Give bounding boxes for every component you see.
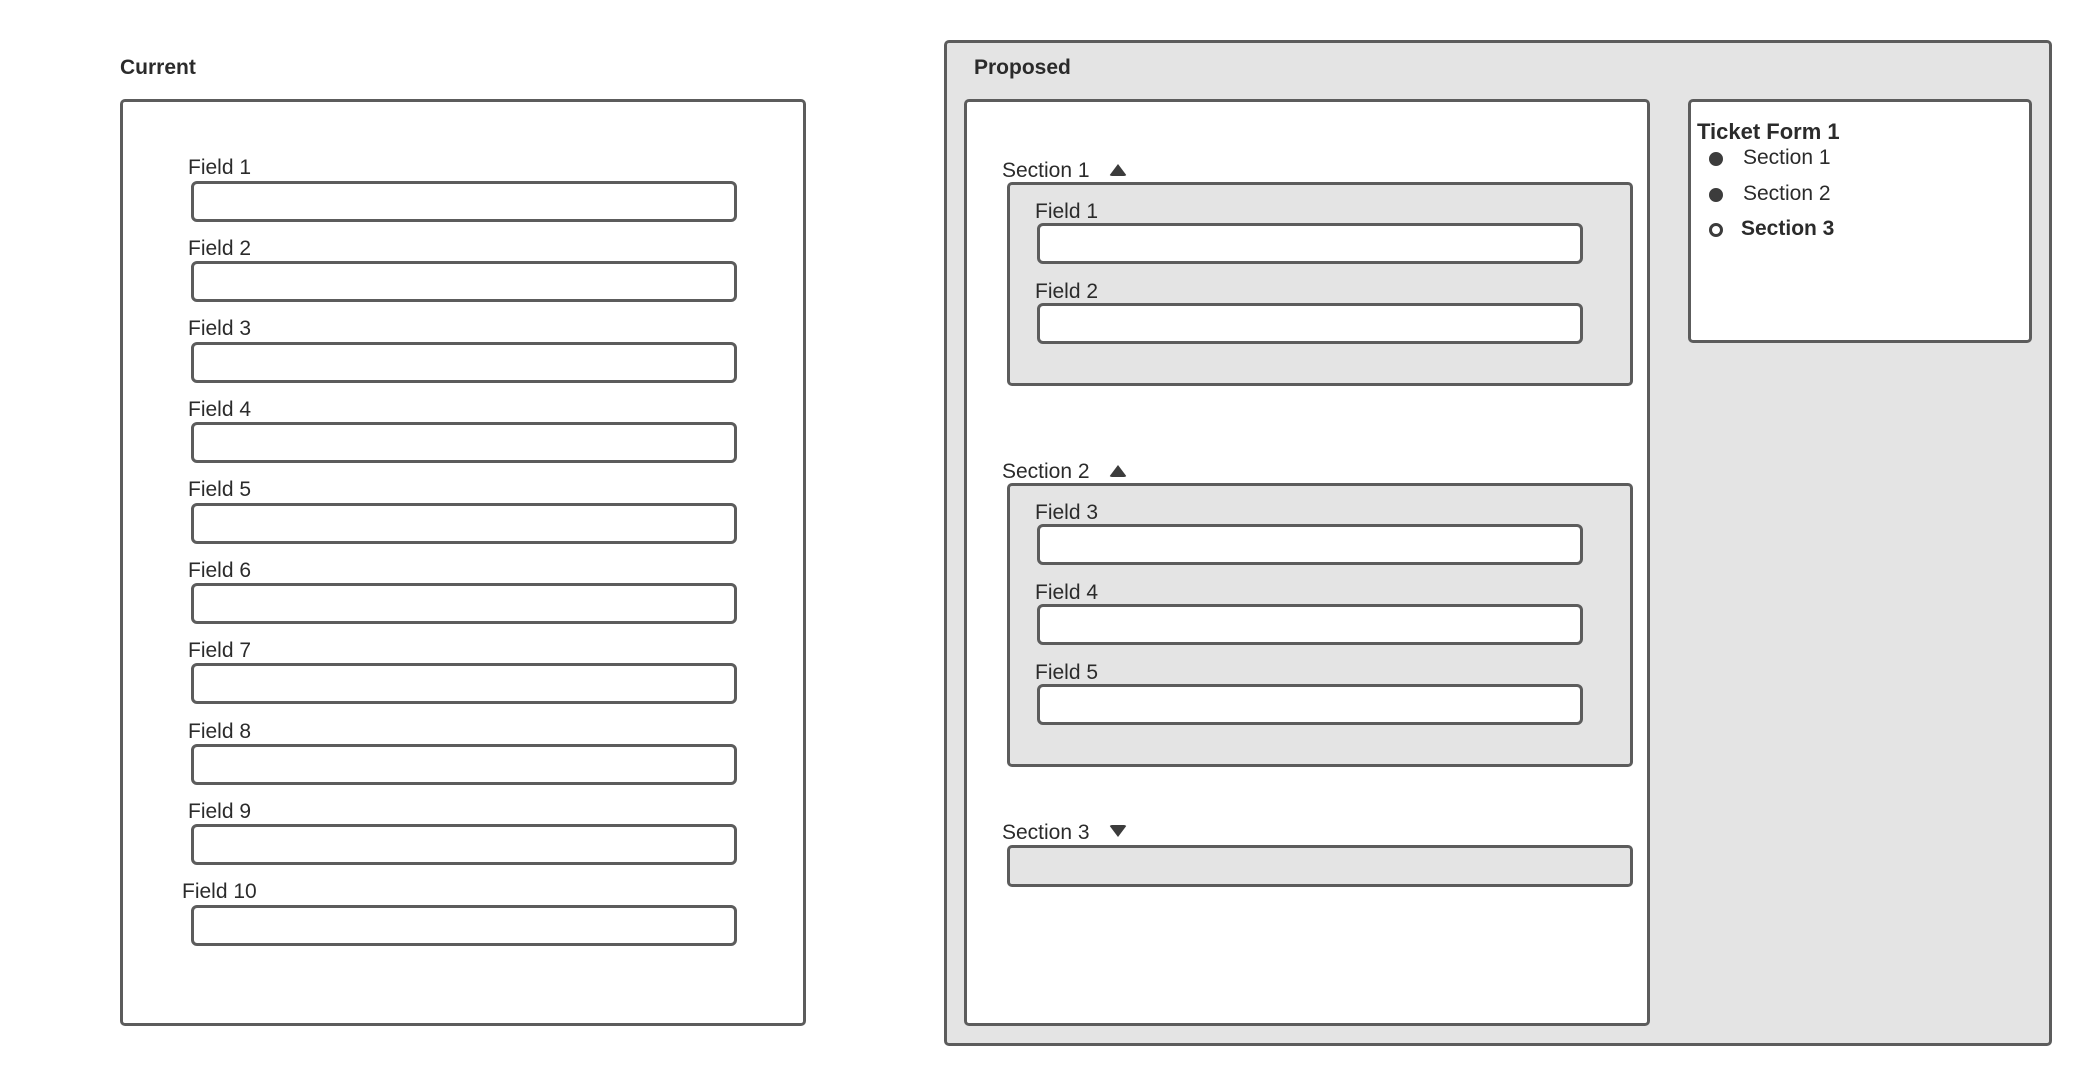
- field-input[interactable]: [1037, 223, 1583, 264]
- section-container: [1007, 182, 1633, 386]
- field-input[interactable]: [1037, 303, 1583, 344]
- field-label: Field 4: [188, 398, 252, 421]
- field-label: Field 4: [1035, 581, 1099, 604]
- field-input[interactable]: [191, 744, 737, 785]
- field-input[interactable]: [191, 905, 737, 946]
- field-input[interactable]: [191, 663, 737, 704]
- field-label: Field 6: [188, 559, 252, 582]
- field-input[interactable]: [1037, 604, 1583, 645]
- field-input[interactable]: [191, 422, 737, 463]
- field-label: Field 2: [188, 237, 252, 260]
- section-radio-icon[interactable]: [1709, 188, 1723, 202]
- field-label: Field 3: [188, 317, 252, 340]
- field-label: Field 7: [188, 639, 252, 662]
- collapse-caret-icon[interactable]: [1109, 164, 1127, 176]
- field-label: Field 5: [188, 478, 252, 501]
- field-label: Field 3: [1035, 501, 1099, 524]
- proposed-title: Proposed: [974, 56, 1071, 79]
- field-input[interactable]: [191, 503, 737, 544]
- ticket-form-nav-panel: [1688, 99, 2032, 343]
- nav-title: Ticket Form 1: [1697, 119, 1840, 144]
- nav-section-link[interactable]: Section 1: [1743, 146, 1831, 169]
- section-radio-icon[interactable]: [1709, 223, 1723, 237]
- current-form-panel: [120, 99, 806, 1026]
- field-input[interactable]: [191, 342, 737, 383]
- nav-section-link[interactable]: Section 2: [1743, 182, 1831, 205]
- field-label: Field 10: [182, 880, 257, 903]
- collapse-caret-icon[interactable]: [1109, 465, 1127, 477]
- section-title: Section 1: [1002, 159, 1090, 182]
- section-title: Section 2: [1002, 460, 1090, 483]
- expand-caret-icon[interactable]: [1109, 825, 1127, 837]
- field-label: Field 8: [188, 720, 252, 743]
- field-label: Field 1: [188, 156, 252, 179]
- section-radio-icon[interactable]: [1709, 152, 1723, 166]
- field-label: Field 1: [1035, 200, 1099, 223]
- field-label: Field 9: [188, 800, 252, 823]
- proposed-form-panel: [964, 99, 1650, 1026]
- field-label: Field 2: [1035, 280, 1099, 303]
- field-input[interactable]: [1037, 684, 1583, 725]
- field-input[interactable]: [191, 824, 737, 865]
- current-title: Current: [120, 56, 196, 79]
- field-input[interactable]: [191, 583, 737, 624]
- nav-section-link[interactable]: Section 3: [1741, 217, 1835, 240]
- section-container: [1007, 845, 1633, 887]
- section-title: Section 3: [1002, 821, 1090, 844]
- field-input[interactable]: [191, 181, 737, 222]
- field-label: Field 5: [1035, 661, 1099, 684]
- field-input[interactable]: [191, 261, 737, 302]
- field-input[interactable]: [1037, 524, 1583, 565]
